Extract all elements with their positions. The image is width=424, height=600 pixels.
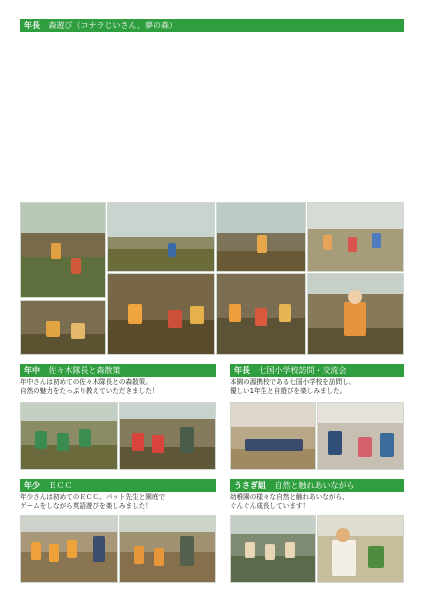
photo-forest-bare-trees [107,202,215,272]
photo-kids-digging-ground [107,273,215,355]
article-body-senior-forest [20,33,404,198]
photo-kids-red-hats-with-guide [119,402,216,470]
caption-line: 本園の源携校である七国小学校を訪問し、 [230,378,356,386]
section-banner-senior-forest [20,19,404,32]
section-title: 佐々木隊長と森散策 [48,366,121,375]
caption-line: 自然の魅力をたっぷり教えていただきました！ [20,387,159,395]
caption-line: 幼稚園の様々な自然と触れあいながら、 [230,493,349,501]
section-banner-usagi-nature [230,479,404,492]
section-tag: 年中 [24,366,40,375]
section-banner-middle-walk [20,364,216,377]
caption-line: ゲームをしながら英語遊びを楽しみました！ [20,502,152,510]
caption-usagi-nature [230,493,404,513]
photo-kids-group-hill [307,202,404,272]
photo-kids-forest-branches [216,202,306,272]
section-title: 森遊び（コナラじいさん、夢の森） [48,21,178,30]
photo-kids-teacher-yard [119,515,216,583]
caption-middle-walk [20,378,216,398]
caption-line: ぐんぐん成長しています！ [230,502,310,510]
photo-kids-green-hats-walk [20,402,118,470]
caption-junior-ecc [20,493,216,513]
photo-kids-pond-edge [230,515,316,583]
photo-child-with-vegetable [317,515,404,583]
photo-child-orange-jacket [307,273,404,355]
caption-elementary-visit [230,378,404,398]
section-tag: 年長 [24,21,40,30]
section-title: 自然と触れあいながら [274,481,355,490]
caption-line: 年少さんは初めてのＥＣＣ。パット先生と園庭で [20,493,166,501]
section-banner-elementary-visit [230,364,404,377]
section-title: ＥＣＣ [48,481,73,490]
section-tag: 年長 [234,366,250,375]
section-tag: 年少 [24,481,40,490]
photo-kids-classroom-activity [317,402,404,470]
photo-kids-crouching [20,300,106,355]
photo-kids-yard-game [20,515,118,583]
caption-line: 年中さんは初めての佐々木隊長との森散策。 [20,378,152,386]
caption-line: 優しい1年生と自遊びを楽しみました。 [230,387,347,395]
photo-kids-climbing-tree [20,202,106,298]
photo-kids-gathering-forest-floor [216,273,306,355]
section-banner-junior-ecc [20,479,216,492]
photo-gym-assembly [230,402,316,470]
section-title: 七国小学校訪問・交流会 [258,366,347,375]
section-tag: うさぎ組 [234,481,266,490]
